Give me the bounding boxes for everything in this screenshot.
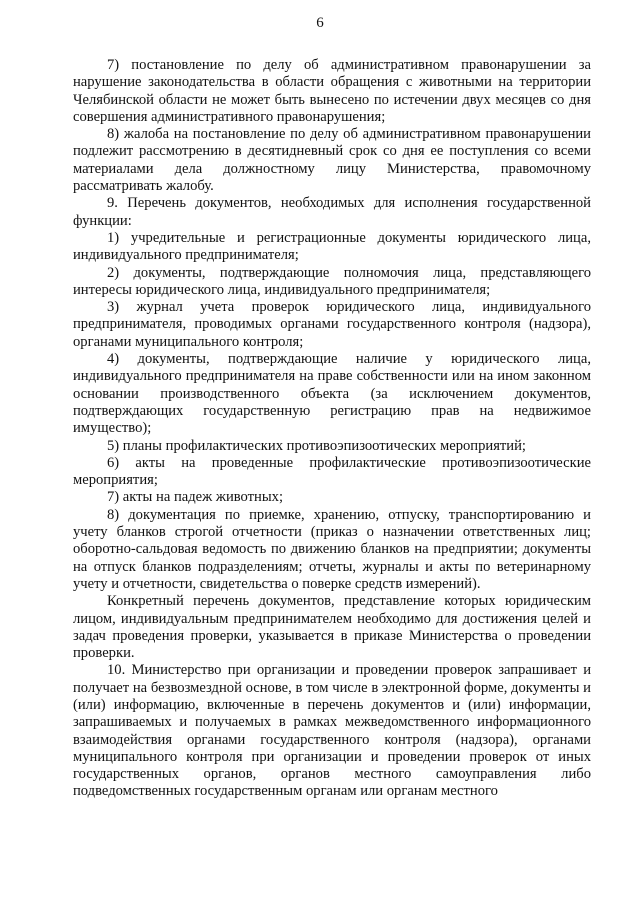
list-item-1-registration-documents: 1) учредительные и регистрационные документы юридического лица, индивидуального предпринимателя; bbox=[73, 229, 591, 264]
list-item-4-ownership-documents: 4) документы, подтверждающие наличие у юридического лица, индивидуального предпринимателя на праве собственности или на ином законном основании производственного объекта (за исключением документов, подтверждающих государственную регистрацию прав на недвижимое имущество); bbox=[73, 351, 591, 437]
paragraph-item-8-complaint-review: 8) жалоба на постановление по делу об административном правонарушении подлежит рассмотрению в десятидневный срок со дня ее поступления со всеми материалами дела должностному лицу Министерства, правомочному рассматривать жалобу. bbox=[73, 126, 591, 195]
paragraph-section-10-interagency-requests: 10. Министерство при организации и проведении проверок запрашивает и получает на безвозмездной основе, в том числе в электронной форме, документы и (или) информацию, включенные в перечень документов и (или) информации, запрашиваемых и получаемых в рамках межведомственного информационного взаимодействия органами государственного контроля (надзора), органами муниципального контроля при организации и проведении проверок от иных государственных органов, органов местного самоуправления либо подведомственных государственным органам или органам местного bbox=[73, 662, 591, 800]
page-number: 6 bbox=[316, 15, 324, 31]
list-item-8-strict-forms-documentation: 8) документация по приемке, хранению, отпуску, транспортированию и учету бланков строгой отчетности (приказ о назначении ответственных лиц; оборотно-сальдовая ведомость по движению бланков на предприятии; документы на отпуск бланков подразделениям; отчеты, журналы и акты по ветеринарному учету и отчетности, свидетельства о поверке средств измерений). bbox=[73, 506, 591, 592]
document-body bbox=[73, 57, 591, 801]
list-item-6-prevention-acts: 6) акты на проведенные профилактические противоэпизоотические мероприятия; bbox=[73, 454, 591, 489]
paragraph-item-7-decision-deadline: 7) постановление по делу об административном правонарушении за нарушение законодательства в области обращения с животными на территории Челябинской области не может быть вынесено по истечении двух месяцев со дня совершения административного правонарушения; bbox=[73, 57, 591, 125]
list-item-7-animal-death-acts: 7) акты на падеж животных; bbox=[107, 489, 284, 506]
paragraph-specific-document-list: Конкретный перечень документов, представление которых юридическим лицом, индивидуальным предпринимателем необходимо для достижения целей и задач проведения проверки, указывается в приказе Министерства о проведении проверки. bbox=[73, 593, 591, 662]
list-item-2-authority-documents: 2) документы, подтверждающие полномочия лица, представляющего интересы юридического лица, индивидуального предпринимателя; bbox=[73, 264, 591, 298]
list-item-3-inspection-journal: 3) журнал учета проверок юридического лица, индивидуального предпринимателя, проводимых органами государственного контроля (надзора), органами муниципального контроля; bbox=[73, 299, 591, 350]
list-item-5-prevention-plans: 5) планы профилактических противоэпизоотических мероприятий; bbox=[107, 437, 526, 454]
paragraph-section-9-document-list: 9. Перечень документов, необходимых для исполнения государственной функции: bbox=[73, 195, 591, 229]
